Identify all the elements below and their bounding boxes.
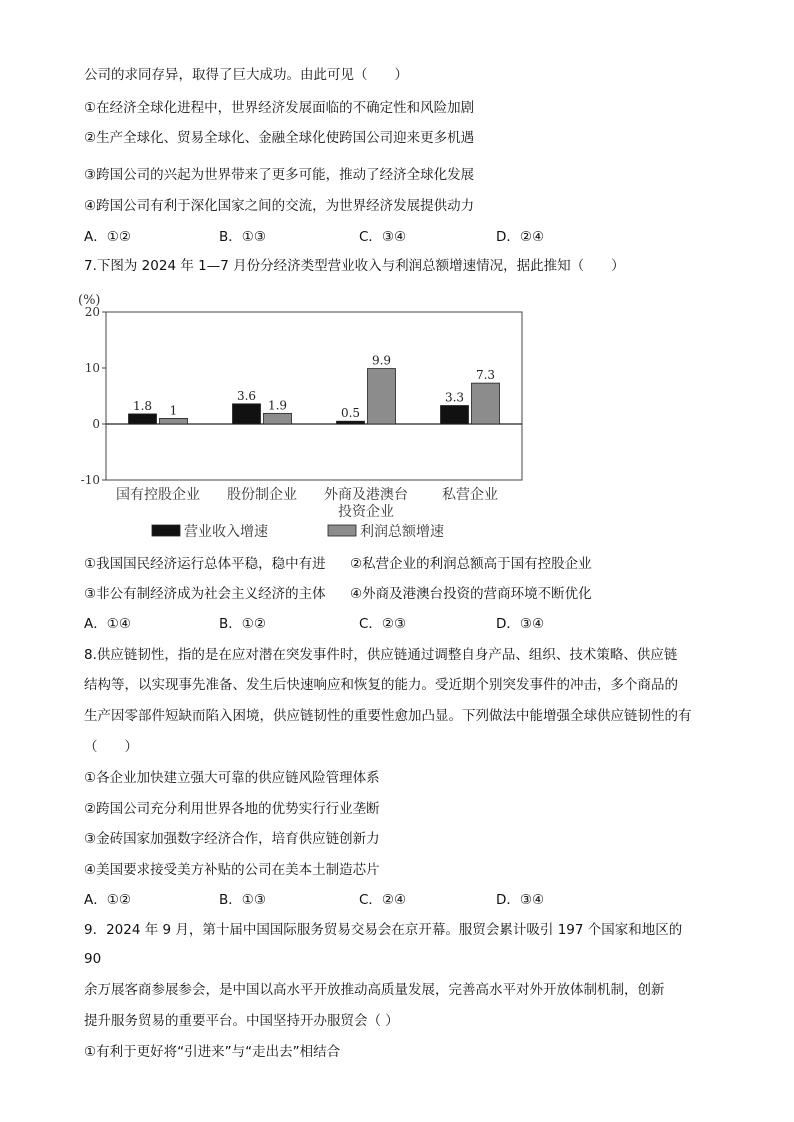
q6-item-1: ①在经济全球化进程中，世界经济发展面临的不确定性和风险加剧 — [84, 100, 475, 116]
x-category-label: 股份制企业 — [227, 487, 297, 503]
y-tick-label: -10 — [80, 473, 100, 487]
data-label-profit: 7.3 — [475, 368, 496, 383]
y-tick-label: 0 — [92, 417, 100, 431]
legend-label-revenue: 营业收入增速 — [184, 524, 268, 540]
bar-revenue — [337, 421, 365, 424]
q6-option-a: A．①② — [84, 229, 131, 245]
q8-option-c: C．②④ — [359, 892, 407, 908]
q8-option-a: A．①② — [84, 892, 131, 908]
x-category-label: 外商及港澳台 — [324, 487, 408, 503]
bar-profit — [472, 383, 500, 424]
growth-bar-chart — [76, 290, 536, 550]
q6-stem-end: 公司的求同存异，取得了巨大成功。由此可见（ ） — [84, 67, 408, 83]
q6-item-3: ③跨国公司的兴起为世界带来了更多可能，推动了经济全球化发展 — [84, 167, 475, 183]
q6-option-c: C．③④ — [359, 229, 407, 245]
q8-option-b: B．①③ — [219, 892, 266, 908]
legend-swatch-revenue — [152, 525, 180, 536]
q7-stem: 7.下图为 2024 年 1—7 月份分经济类型营业收入与利润总额增速情况，据此推知（ ） — [84, 258, 625, 274]
q9-item-1: ①有利于更好将“引进来”与“走出去”相结合 — [84, 1044, 341, 1060]
data-label-revenue: 3.6 — [236, 388, 257, 403]
legend-swatch-profit — [328, 525, 356, 536]
y-unit-label: (%) — [78, 293, 101, 308]
q7-item-3: ③非公有制经济成为社会主义经济的主体 — [84, 586, 326, 602]
y-tick-label: 20 — [84, 305, 100, 319]
q8-option-d: D．③④ — [496, 892, 545, 908]
bar-revenue — [441, 406, 469, 424]
data-label-profit: 9.9 — [371, 353, 392, 368]
q6-item-2: ②生产全球化、贸易全球化、金融全球化使跨国公司迎来更多机遇 — [84, 130, 475, 146]
q7-option-a: A．①④ — [84, 616, 131, 632]
bar-profit — [264, 413, 292, 424]
q8-item-3: ③金砖国家加强数字经济合作，培育供应链创新力 — [84, 831, 380, 847]
q9-stem-line-1: 9．2024 年 9 月，第十届中国国际服务贸易交易会在京开幕。服贸会累计吸引 197 个国家和地区的 — [84, 922, 683, 938]
q8-stem-line-4: （ ） — [84, 739, 138, 755]
q8-stem-line-1: 8.供应链韧性，指的是在应对潜在突发事件时，供应链通过调整自身产品、组织、技术策略、供应链 — [84, 647, 678, 663]
q9-stem-line-3: 余万展客商参展参会，是中国以高水平开放推动高质量发展，完善高水平对外开放体制机制，创新 — [84, 982, 665, 998]
q8-item-1: ①各企业加快建立强大可靠的供应链风险管理体系 — [84, 770, 380, 786]
q7-option-b: B．①② — [219, 616, 266, 632]
data-label-revenue: 1.8 — [132, 398, 153, 413]
legend-label-profit: 利润总额增速 — [360, 524, 444, 540]
q6-option-b: B．①③ — [219, 229, 266, 245]
q9-stem-line-4: 提升服务贸易的重要平台。中国坚持开办服贸会（ ） — [84, 1013, 399, 1029]
q7-item-2: ②私营企业的利润总额高于国有控股企业 — [350, 556, 592, 572]
q6-item-4: ④跨国公司有利于深化国家之间的交流，为世界经济发展提供动力 — [84, 198, 475, 214]
data-label-revenue: 3.3 — [444, 390, 465, 405]
q8-stem-line-2: 结构等，以实现事先准备、发生后快速响应和恢复的能力。受近期个别突发事件的冲击，多个商品的 — [84, 677, 678, 693]
q7-option-c: C．②③ — [359, 616, 407, 632]
chart-svg — [76, 290, 536, 550]
q6-option-d: D．②④ — [496, 229, 545, 245]
q7-option-d: D．③④ — [496, 616, 545, 632]
q7-item-4: ④外商及港澳台投资的营商环境不断优化 — [350, 586, 592, 602]
x-category-label: 私营企业 — [442, 487, 498, 503]
data-label-revenue: 0.5 — [340, 406, 361, 421]
bar-revenue — [233, 404, 261, 424]
bar-revenue — [129, 414, 157, 424]
q8-stem-line-3: 生产因零部件短缺而陷入困境，供应链韧性的重要性愈加凸显。下列做法中能增强全球供应链韧性的有 — [84, 708, 692, 724]
y-tick-label: 10 — [84, 361, 100, 375]
bar-profit — [368, 369, 396, 424]
data-label-profit: 1.9 — [267, 398, 288, 413]
x-category-label: 投资企业 — [338, 504, 394, 520]
bar-profit — [160, 418, 188, 424]
q7-item-1: ①我国国民经济运行总体平稳，稳中有进 — [84, 556, 326, 572]
q8-item-4: ④美国要求接受美方补贴的公司在美本土制造芯片 — [84, 862, 380, 878]
data-label-profit: 1 — [169, 403, 178, 418]
q8-item-2: ②跨国公司充分利用世界各地的优势实行行业垄断 — [84, 801, 380, 817]
x-category-label: 国有控股企业 — [116, 487, 200, 503]
q9-stem-line-2: 90 — [84, 951, 102, 967]
